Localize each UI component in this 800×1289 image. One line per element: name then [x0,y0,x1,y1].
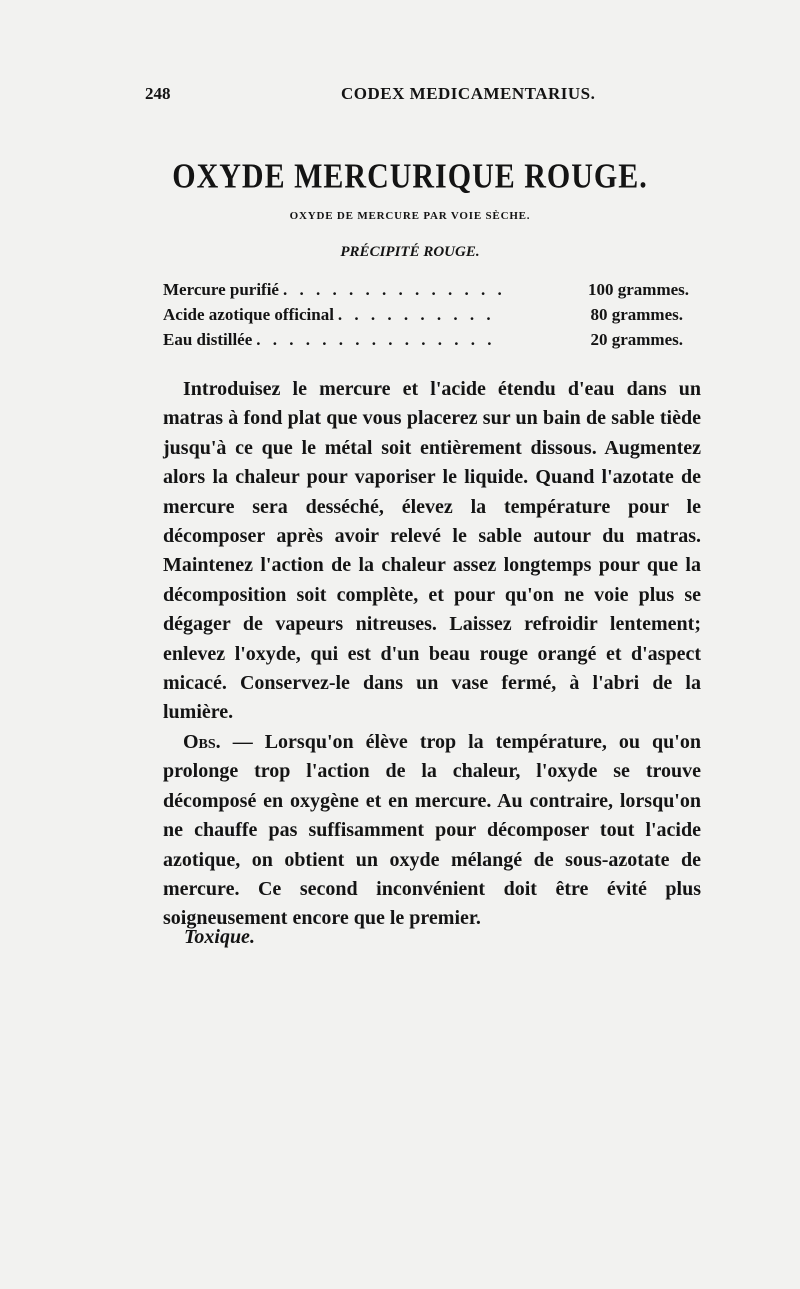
observation-label: Obs. [183,730,221,753]
ingredient-name: Mercure purifié [163,280,279,299]
ingredient-name: Eau distillée [163,330,253,349]
section-subtitle: OXYDE DE MERCURE PAR VOIE SÈCHE. [289,210,531,222]
ingredient-name: Acide azotique officinal [163,305,334,324]
toxic-warning: Toxique. [184,926,255,948]
section-subtitle-alt: PRÉCIPITÉ ROUGE. [340,244,480,260]
ingredient-quantity: 100 grammes. [588,280,690,299]
body-text [163,375,701,934]
leader-dots: . . . . . . . . . . . . . . [282,280,506,299]
ingredient-quantity: 20 grammes. [590,330,683,349]
ingredient-row [163,280,690,305]
leader-dots: . . . . . . . . . . [337,305,495,324]
paragraph-procedure: Introduisez le mercure et l'acide étendu d'eau dans un matras à fond plat que vous placerez sur un bain de sable tiède jusqu'à ce que le métal soit entièrement dissous. Augmentez alors la chaleur pour vaporiser le liquide. Quand l'azotate de mercure sera desséché, élevez la température pour le décomposer après avoir relevé le sable autour du matras. Maintenez l'action de la chaleur assez longtemps pour que la décomposition soit complète, et pour qu'on ne voie plus se dégager de vapeurs nitreuses. Laissez refroidir lentement; enlevez l'oxyde, qui est d'un beau rouge orangé et d'aspect micacé. Conservez-le dans un vase fermé, à l'abri de la lumière. [163,378,701,724]
leader-dots: . . . . . . . . . . . . . . . [256,330,496,349]
running-title: CODEX MEDICAMENTARIUS. [341,84,596,103]
observation-text: — Lorsqu'on élève trop la température, ou qu'on prolonge trop l'action de la chaleur, l'oxyde se trouve décomposé en oxygène et en mercure. Au contraire, lorsqu'on ne chauffe pas suffisamment pour décomposer tout l'acide azotique, on obtient un oxyde mélangé de sous-azotate de mercure. Ce second inconvénient doit être évité plus soigneusement encore que le premier. [163,730,701,930]
page-number: 248 [145,84,171,103]
page-header [145,84,675,108]
section-title: OXYDE MERCURIQUE ROUGE. [172,157,648,196]
paragraph-observation [163,728,701,934]
ingredient-list [163,280,690,355]
ingredient-row [163,330,683,355]
ingredient-row [163,305,683,330]
ingredient-quantity: 80 grammes. [590,305,683,324]
